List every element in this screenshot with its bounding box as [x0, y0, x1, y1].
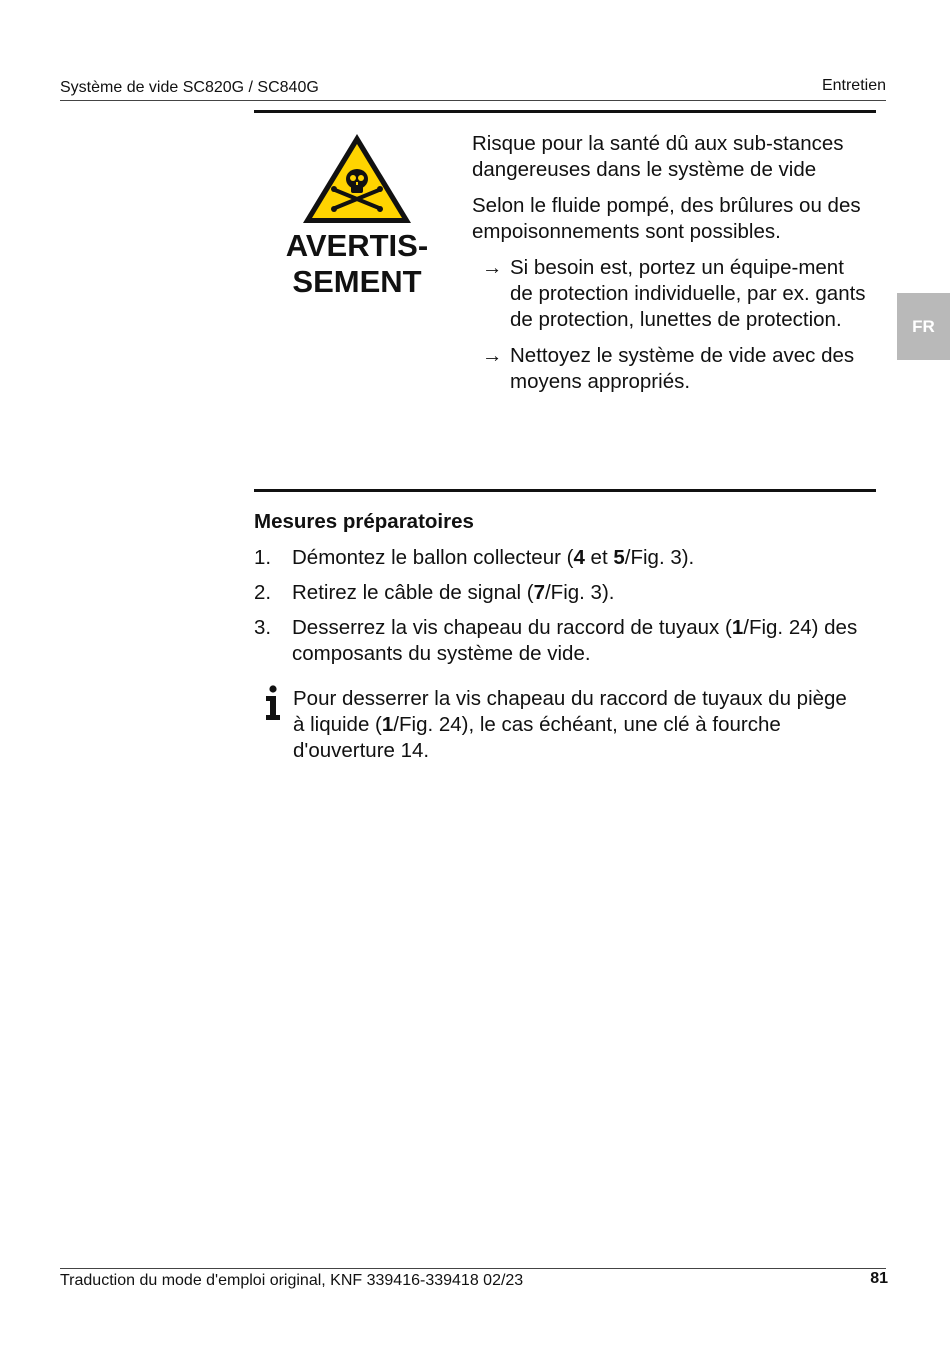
step-item [254, 580, 884, 606]
warning-action [472, 343, 872, 395]
warning-action [472, 255, 872, 333]
hazard-consequence: Selon le fluide pompé, des brûlures ou des empoisonnements sont possibles. [472, 194, 861, 243]
document-title: Système de vide SC820G / SC840G [60, 79, 319, 96]
step-number: 3. [254, 616, 272, 639]
warning-text [472, 131, 872, 405]
warning-bottom-rule [254, 489, 876, 492]
signal-word [262, 228, 452, 300]
info-icon [263, 685, 283, 721]
page-number: 81 [870, 1270, 888, 1287]
signal-word-line2: SEMENT [292, 264, 422, 299]
signal-word-line1: AVERTIS- [285, 228, 429, 263]
warning-top-rule [254, 110, 876, 113]
warning-action-text: Nettoyez le système de vide avec des moyens appropriés. [510, 344, 855, 393]
step-item [254, 615, 884, 667]
info-text: /Fig. 24), le cas échéant, une clé à fourche d'ouverture 14. [293, 713, 781, 762]
step-item [254, 545, 884, 571]
language-tab: FR [897, 293, 950, 360]
chapter-title: Entretien [821, 77, 886, 94]
step-text: Retirez le câble de signal ( [292, 581, 534, 604]
step-list [254, 545, 884, 676]
step-number: 1. [254, 546, 272, 569]
step-number: 2. [254, 581, 272, 604]
warning-action-text: Si besoin est, portez un équipe-ment de protection individuelle, par ex. gants de protection, lunettes de protection. [510, 256, 866, 331]
arrow-icon: → [482, 256, 503, 279]
step-ref: 1 [731, 616, 744, 639]
step-text: /Fig. 3). [544, 581, 615, 604]
step-ref: 4 [573, 546, 585, 569]
hazard-description: Risque pour la santé dû aux sub-stances dangereuses dans le système de vide [472, 132, 844, 181]
header-divider [60, 100, 886, 101]
step-text: Desserrez la vis chapeau du raccord de tuyaux ( [292, 616, 732, 639]
step-ref: 5 [613, 546, 625, 569]
info-text: Pour desserrer la vis chapeau du raccord de tuyaux du piège à liquide ( [293, 687, 847, 736]
toxic-skull-warning-icon [301, 132, 413, 226]
info-note [293, 686, 863, 764]
step-text: Démontez le ballon collecteur ( [292, 546, 574, 569]
step-ref: 7 [533, 581, 545, 604]
step-text: /Fig. 24) des composants du système de vide. [292, 616, 858, 665]
step-text: et [584, 546, 614, 569]
footer-text: Traduction du mode d'emploi original, KNF 339416-339418 02/23 [60, 1272, 524, 1289]
info-ref: 1 [381, 713, 394, 736]
section-heading: Mesures préparatoires [254, 510, 474, 533]
footer-divider [60, 1268, 886, 1269]
step-text: /Fig. 3). [624, 546, 695, 569]
arrow-icon: → [482, 344, 503, 367]
